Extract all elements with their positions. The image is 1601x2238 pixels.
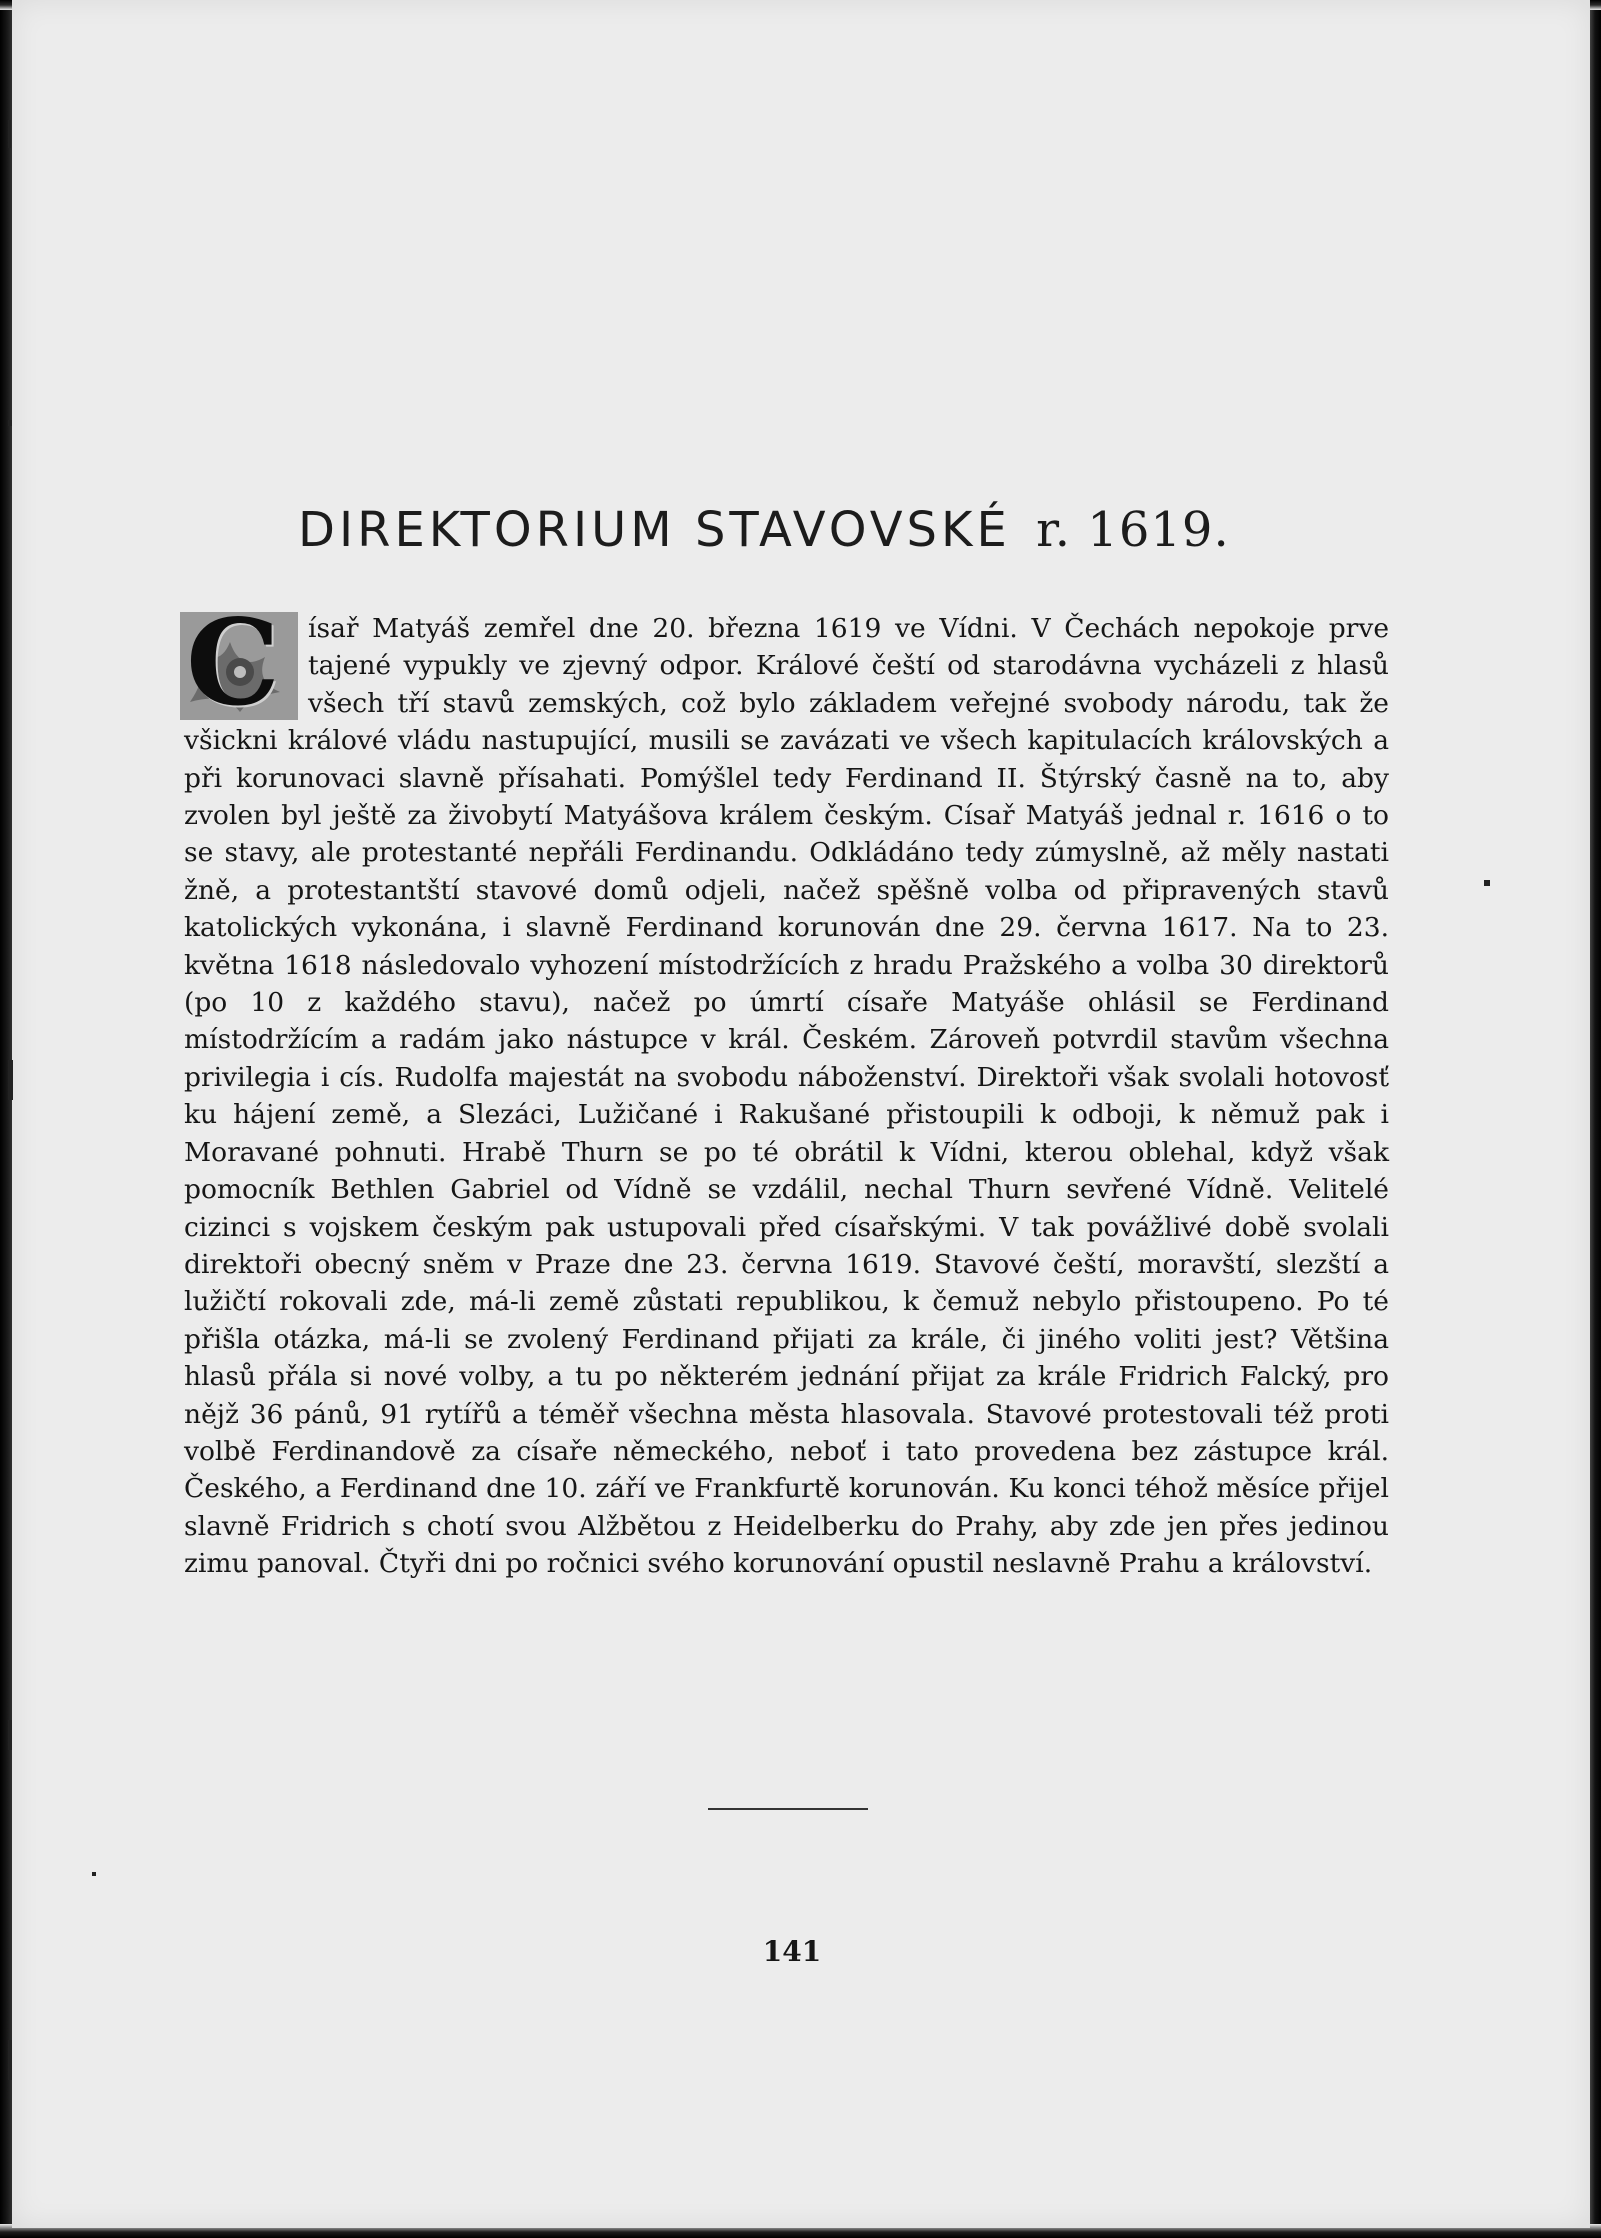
initial-letter: C — [186, 593, 280, 732]
ornamental-initial — [180, 593, 298, 732]
section-divider — [708, 1808, 868, 1810]
book-page — [12, 0, 1590, 2228]
margin-mark — [1484, 880, 1490, 886]
body-paragraph — [184, 593, 1389, 1583]
margin-mark — [92, 1872, 96, 1876]
margin-mark — [8, 1720, 12, 1750]
margin-mark — [8, 1060, 13, 1100]
chapter-title — [298, 502, 1298, 558]
chapter-title-text: DIREKTORIUM STAVOVSKÉ — [298, 502, 1011, 558]
paragraph-text: ísař Matyáš zemřel dne 20. března 1619 ve Vídni. V Čechách nepokoje prve tajené vypukly ve zjevný odpor. Králové čeští od starodávna vycházeli z hlasů všech tří stavů zemských, což bylo základem veřejné svobody národu, tak že všickni králové vládu nastupující, musili se zavázati ve všech kapitulacích královských a při korunovaci slavně přísahati. Pomýšlel tedy Ferdinand II. Štýrský časně na to, aby zvolen byl ještě za živobytí Matyášova králem českým. Císař Matyáš jednal r. 1616 o to se stavy, ale protestanté nepřáli Ferdinandu. Odkládáno tedy zúmyslně, až měly nastati žně, a protestantští stavové domů odjeli, načež spěšně volba od připravených stavů katolických vykonána, i slavně Ferdinand korunován dne 29. června 1617. Na to 23. května 1618 následovalo vyhození místodržících z hradu Pražského a volba 30 direktorů (po 10 z každého stavu), načež po úmrtí císaře Matyáše ohlásil se Ferdinand místodržícím a radám jako nástupce v král. Českém. Zároveň potvrdil stavům všechna privilegia i cís. Rudolfa majestát na svobodu náboženství. Direktoři však svolali hotovosť ku hájení země, a Slezáci, Lužičané i Rakušané přistoupili k odboji, k němuž pak i Moravané pohnuti. Hrabě Thurn se po té obrátil k Vídni, kterou oblehal, když však pomocník Bethlen Gabriel od Vídně se vzdálil, nechal Thurn sevřené Vídně. Velitelé cizinci s vojskem českým pak ustupovali před císařskými. V tak povážlivé době svolali direktoři obecný sněm v Praze dne 23. června 1619. Stavové čeští, moravští, slezští a lužičtí rokovali zde, má-li země zůstati republikou, k čemuž nebylo přistoupeno. Po té přišla otázka, má-li se zvolený Ferdinand přijati za krále, či jiného voliti jest? Většina hlasů přála si nové volby, a tu po některém jednání přijat za krále Fridrich Falcký, pro nějž 36 pánů, 91 rytířů a téměř všechna města hlasovala. Stavové protestovali též proti volbě Ferdinandově za císaře německého, neboť i tato provedena bez zástupce král. Českého, a Ferdinand dne 10. září ve Frankfurtě korunován. Ku konci téhož měsíce přijel slavně Fridrich s chotí svou Alžbětou z Heidelberku do Prahy, aby zde jen přes jedinou zimu panoval. Čtyři dni po ročnici svého korunování opustil neslavně Prahu a království. — [184, 613, 1389, 1580]
margin-mark — [8, 420, 12, 426]
page-number: 141 — [762, 1935, 822, 1968]
margin-mark — [8, 2040, 12, 2080]
margin-mark — [8, 120, 11, 148]
chapter-title-year: r. 1619. — [1036, 502, 1230, 558]
